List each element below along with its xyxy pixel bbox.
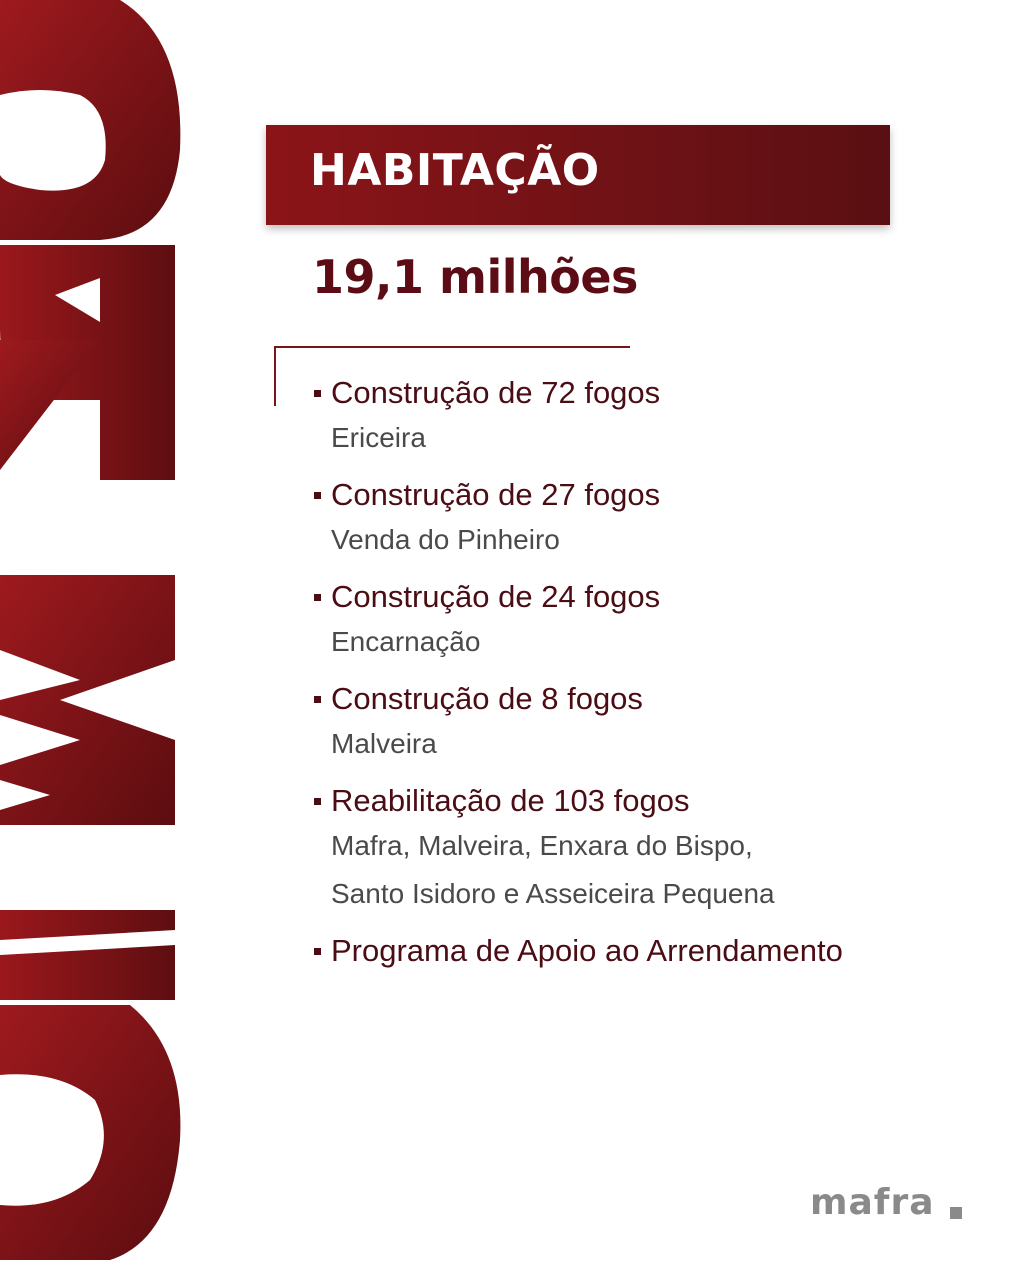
list-item — [314, 930, 934, 972]
title-banner — [266, 125, 890, 225]
list-item — [314, 372, 934, 462]
item-location: Ericeira — [331, 422, 426, 453]
budget-amount: 19,1 milhões — [312, 250, 638, 304]
list-item — [314, 780, 934, 918]
item-title: Construção de 27 fogos — [331, 477, 661, 512]
bullet-icon — [314, 492, 321, 499]
item-title: Programa de Apoio ao Arrendamento — [331, 933, 843, 968]
item-location: Mafra, Malveira, Enxara do Bispo, — [331, 830, 753, 861]
mafra-logo: mafra — [810, 1182, 935, 1223]
logo-dot-icon — [950, 1207, 962, 1219]
bullet-icon — [314, 948, 321, 955]
item-title: Reabilitação de 103 fogos — [331, 783, 690, 818]
page-title: HABITAÇÃO — [310, 145, 600, 196]
bullet-icon — [314, 390, 321, 397]
bullet-icon — [314, 594, 321, 601]
item-location: Venda do Pinheiro — [331, 524, 560, 555]
item-location: Encarnação — [331, 626, 481, 657]
decorative-lettering-graphic — [0, 0, 200, 1280]
item-location: Santo Isidoro e Asseiceira Pequena — [331, 878, 775, 909]
bullet-icon — [314, 696, 321, 703]
bullet-icon — [314, 798, 321, 805]
item-location: Malveira — [331, 728, 437, 759]
list-item — [314, 474, 934, 564]
list-item — [314, 576, 934, 666]
project-list — [314, 372, 934, 972]
item-title: Construção de 72 fogos — [331, 375, 661, 410]
item-title: Construção de 8 fogos — [331, 681, 643, 716]
list-item — [314, 678, 934, 768]
item-title: Construção de 24 fogos — [331, 579, 661, 614]
